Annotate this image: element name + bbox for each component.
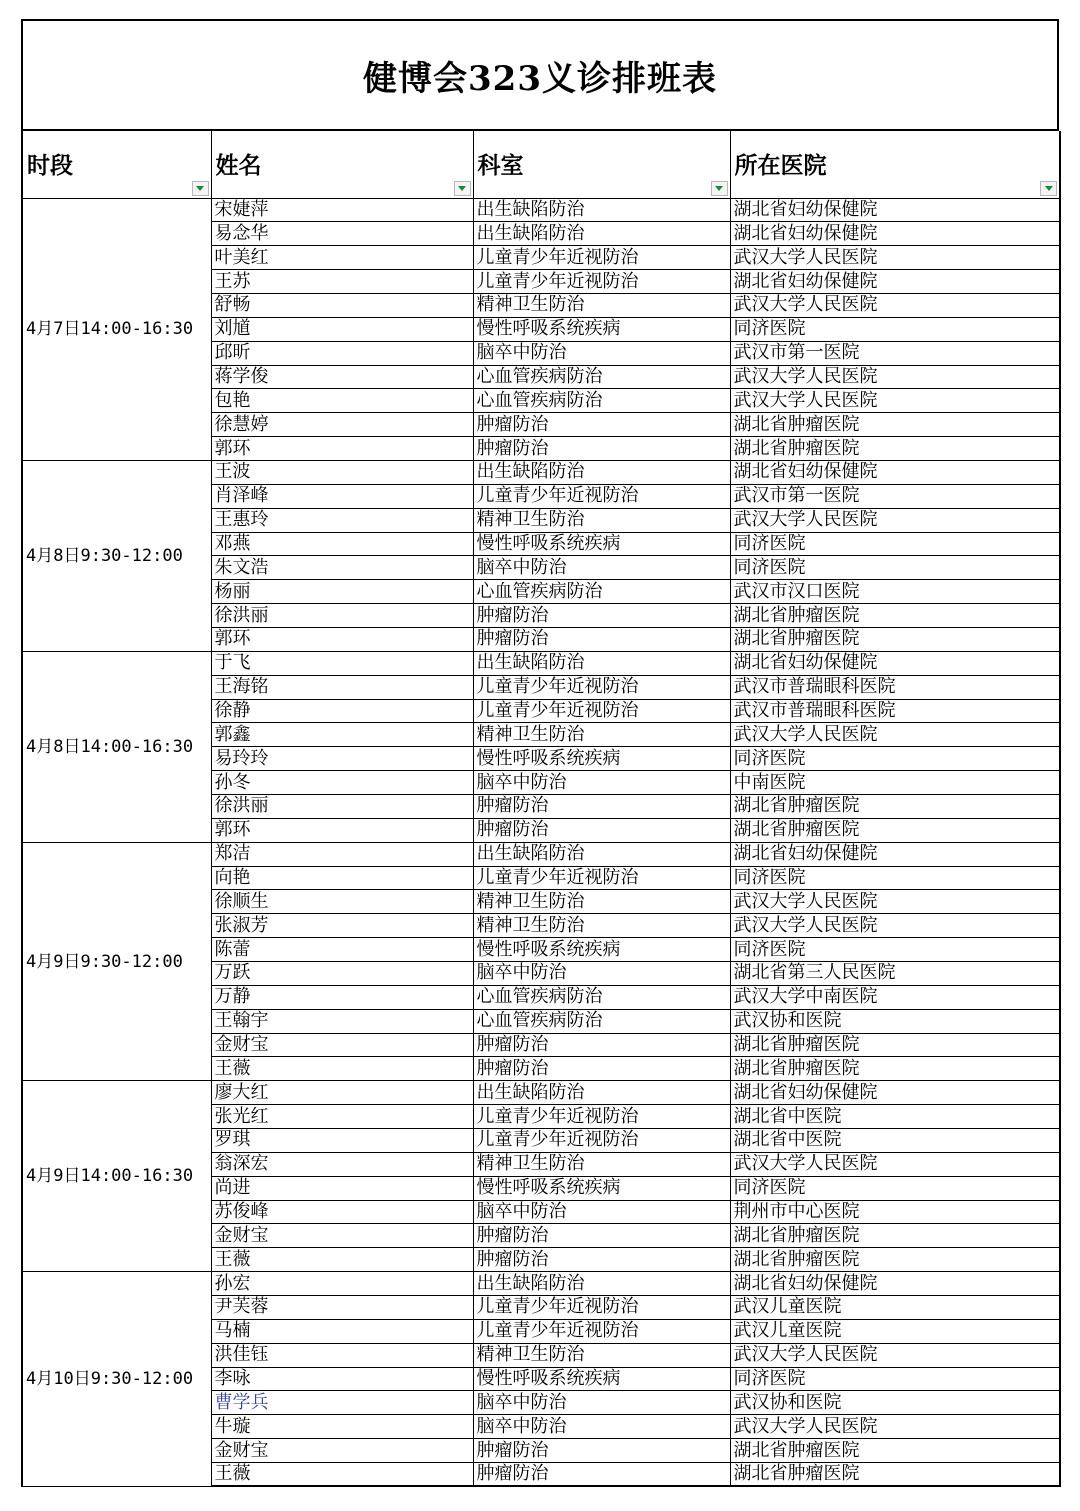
table-row [22,460,1060,484]
doctor-name-cell[interactable]: 万静 [211,985,473,1009]
doctor-name-cell[interactable]: 王薇 [211,1057,473,1081]
hospital-cell[interactable]: 武汉市普瑞眼科医院 [730,675,1060,699]
hospital-cell[interactable]: 武汉大学人民医院 [730,1152,1060,1176]
schedule-sheet [21,19,1059,1487]
doctor-name-cell[interactable]: 易念华 [211,222,473,246]
doctor-name-cell[interactable]: 王薇 [211,1248,473,1272]
hospital-cell[interactable]: 湖北省妇幼保健院 [730,270,1060,294]
department-cell[interactable]: 精神卫生防治 [473,1152,730,1176]
hospital-cell[interactable]: 武汉市普瑞眼科医院 [730,699,1060,723]
department-cell[interactable]: 脑卒中防治 [473,341,730,365]
department-cell[interactable]: 出生缺陷防治 [473,1081,730,1105]
doctor-name-cell[interactable]: 杨丽 [211,580,473,604]
hospital-cell[interactable]: 湖北省妇幼保健院 [730,1272,1060,1296]
department-cell[interactable]: 出生缺陷防治 [473,198,730,222]
department-cell[interactable]: 慢性呼吸系统疾病 [473,1176,730,1200]
department-cell[interactable]: 脑卒中防治 [473,771,730,795]
department-cell[interactable]: 精神卫生防治 [473,508,730,532]
doctor-name-cell[interactable]: 蒋学俊 [211,365,473,389]
department-cell[interactable]: 肿瘤防治 [473,794,730,818]
doctor-name-cell[interactable]: 郭环 [211,627,473,651]
doctor-name-cell[interactable]: 王翰宇 [211,1009,473,1033]
doctor-name-cell[interactable]: 孙宏 [211,1272,473,1296]
doctor-name-cell[interactable]: 宋婕萍 [211,198,473,222]
title-cell [21,19,1059,131]
filter-dropdown-icon[interactable] [192,181,209,196]
department-cell[interactable]: 精神卫生防治 [473,293,730,317]
doctor-name-cell[interactable]: 叶美红 [211,246,473,270]
doctor-name-cell[interactable]: 徐洪丽 [211,794,473,818]
department-cell[interactable]: 儿童青少年近视防治 [473,246,730,270]
department-cell[interactable]: 心血管疾病防治 [473,985,730,1009]
table-row [22,1272,1060,1296]
department-cell[interactable]: 脑卒中防治 [473,556,730,580]
time-slot-cell[interactable]: 4月9日9:30-12:00 [22,842,211,1081]
department-cell[interactable]: 心血管疾病防治 [473,365,730,389]
department-cell[interactable]: 儿童青少年近视防治 [473,1129,730,1153]
doctor-name-cell[interactable]: 牛璇 [211,1415,473,1439]
doctor-name-cell[interactable]: 曹学兵 [211,1391,473,1415]
department-cell[interactable]: 出生缺陷防治 [473,222,730,246]
hospital-cell[interactable]: 同济医院 [730,1367,1060,1391]
table-body [22,198,1060,1486]
hospital-cell[interactable]: 湖北省肿瘤医院 [730,413,1060,437]
hospital-cell[interactable]: 武汉大学人民医院 [730,914,1060,938]
hospital-cell[interactable]: 同济医院 [730,938,1060,962]
hospital-cell[interactable]: 武汉儿童医院 [730,1296,1060,1320]
doctor-name-cell[interactable]: 王苏 [211,270,473,294]
department-cell[interactable]: 慢性呼吸系统疾病 [473,317,730,341]
hospital-cell[interactable]: 武汉大学人民医院 [730,246,1060,270]
department-cell[interactable]: 肿瘤防治 [473,413,730,437]
header-department [473,131,730,198]
header-row [22,131,1060,198]
doctor-name-cell[interactable]: 马楠 [211,1319,473,1343]
doctor-name-cell[interactable]: 尚进 [211,1176,473,1200]
department-cell[interactable]: 儿童青少年近视防治 [473,1296,730,1320]
doctor-name-cell[interactable]: 郭环 [211,437,473,461]
table-row [22,842,1060,866]
hospital-cell[interactable]: 武汉儿童医院 [730,1319,1060,1343]
doctor-name-cell[interactable]: 郭环 [211,818,473,842]
doctor-name-cell[interactable]: 王海铭 [211,675,473,699]
department-cell[interactable]: 肿瘤防治 [473,1439,730,1463]
department-cell[interactable]: 肿瘤防治 [473,1463,730,1487]
hospital-cell[interactable]: 湖北省中医院 [730,1129,1060,1153]
department-cell[interactable]: 出生缺陷防治 [473,842,730,866]
department-cell[interactable]: 肿瘤防治 [473,1224,730,1248]
doctor-name-cell[interactable]: 金财宝 [211,1033,473,1057]
hospital-cell[interactable]: 湖北省妇幼保健院 [730,651,1060,675]
doctor-name-cell[interactable]: 易玲玲 [211,747,473,771]
doctor-name-cell[interactable]: 金财宝 [211,1439,473,1463]
department-cell[interactable]: 慢性呼吸系统疾病 [473,747,730,771]
department-cell[interactable]: 肿瘤防治 [473,604,730,628]
header-label: 科室 [477,152,524,179]
department-cell[interactable]: 脑卒中防治 [473,962,730,986]
time-slot-cell[interactable]: 4月8日9:30-12:00 [22,460,211,651]
department-cell[interactable]: 出生缺陷防治 [473,460,730,484]
hospital-cell[interactable]: 武汉市第一医院 [730,341,1060,365]
department-cell[interactable]: 出生缺陷防治 [473,651,730,675]
doctor-name-cell[interactable]: 王惠玲 [211,508,473,532]
doctor-name-cell[interactable]: 金财宝 [211,1224,473,1248]
doctor-name-cell[interactable]: 罗琪 [211,1129,473,1153]
doctor-name-cell[interactable]: 徐洪丽 [211,604,473,628]
department-cell[interactable]: 脑卒中防治 [473,1391,730,1415]
hospital-cell[interactable]: 同济医院 [730,1176,1060,1200]
header-label: 姓名 [215,152,262,179]
doctor-name-cell[interactable]: 向艳 [211,866,473,890]
hospital-cell[interactable]: 武汉大学人民医院 [730,890,1060,914]
hospital-cell[interactable]: 武汉大学人民医院 [730,723,1060,747]
hospital-cell[interactable]: 湖北省肿瘤医院 [730,1033,1060,1057]
doctor-name-cell[interactable]: 徐静 [211,699,473,723]
doctor-name-cell[interactable]: 王薇 [211,1463,473,1487]
department-cell[interactable]: 儿童青少年近视防治 [473,675,730,699]
department-cell[interactable]: 脑卒中防治 [473,1200,730,1224]
hospital-cell[interactable]: 湖北省肿瘤医院 [730,1463,1060,1487]
hospital-cell[interactable]: 湖北省中医院 [730,1105,1060,1129]
header-label: 所在医院 [734,152,827,179]
doctor-name-cell[interactable]: 郭鑫 [211,723,473,747]
hospital-cell[interactable]: 荆州市中心医院 [730,1200,1060,1224]
department-cell[interactable]: 肿瘤防治 [473,437,730,461]
doctor-name-cell[interactable]: 包艳 [211,389,473,413]
time-slot-cell[interactable]: 4月7日14:00-16:30 [22,198,211,460]
filter-dropdown-icon[interactable] [454,181,471,196]
hospital-cell[interactable]: 湖北省肿瘤医院 [730,818,1060,842]
department-cell[interactable]: 心血管疾病防治 [473,580,730,604]
time-slot-cell[interactable]: 4月10日9:30-12:00 [22,1272,211,1487]
filter-dropdown-icon[interactable] [711,181,728,196]
department-cell[interactable]: 出生缺陷防治 [473,1272,730,1296]
department-cell[interactable]: 肿瘤防治 [473,1033,730,1057]
doctor-name-cell[interactable]: 洪佳钰 [211,1343,473,1367]
doctor-name-cell[interactable]: 于飞 [211,651,473,675]
department-cell[interactable]: 儿童青少年近视防治 [473,866,730,890]
table-row [22,1081,1060,1105]
hospital-cell[interactable]: 武汉大学中南医院 [730,985,1060,1009]
doctor-name-cell[interactable]: 翁深宏 [211,1152,473,1176]
doctor-name-cell[interactable]: 肖泽峰 [211,484,473,508]
hospital-cell[interactable]: 武汉大学人民医院 [730,389,1060,413]
department-cell[interactable]: 儿童青少年近视防治 [473,270,730,294]
hospital-cell[interactable]: 武汉大学人民医院 [730,508,1060,532]
doctor-name-cell[interactable]: 刘馗 [211,317,473,341]
header-hospital [730,131,1060,198]
hospital-cell[interactable]: 武汉协和医院 [730,1009,1060,1033]
hospital-cell[interactable]: 湖北省肿瘤医院 [730,1057,1060,1081]
department-cell[interactable]: 精神卫生防治 [473,1343,730,1367]
department-cell[interactable]: 精神卫生防治 [473,723,730,747]
hospital-cell[interactable]: 湖北省妇幼保健院 [730,460,1060,484]
doctor-name-cell[interactable]: 邓燕 [211,532,473,556]
table-row [22,198,1060,222]
hospital-cell[interactable]: 同济医院 [730,747,1060,771]
doctor-name-cell[interactable]: 张淑芳 [211,914,473,938]
table-row [22,651,1060,675]
hospital-cell[interactable]: 同济医院 [730,317,1060,341]
hospital-cell[interactable]: 湖北省肿瘤医院 [730,794,1060,818]
filter-dropdown-icon[interactable] [1040,181,1057,196]
doctor-name-cell[interactable]: 万跃 [211,962,473,986]
department-cell[interactable]: 儿童青少年近视防治 [473,1319,730,1343]
department-cell[interactable]: 精神卫生防治 [473,914,730,938]
hospital-cell[interactable]: 湖北省肿瘤医院 [730,1248,1060,1272]
department-cell[interactable]: 心血管疾病防治 [473,389,730,413]
doctor-name-cell[interactable]: 李咏 [211,1367,473,1391]
doctor-name-cell[interactable]: 尹芙蓉 [211,1296,473,1320]
department-cell[interactable]: 儿童青少年近视防治 [473,1105,730,1129]
hospital-cell[interactable]: 武汉大学人民医院 [730,365,1060,389]
header-label: 时段 [27,152,73,179]
department-cell[interactable]: 慢性呼吸系统疾病 [473,1367,730,1391]
hospital-cell[interactable]: 湖北省妇幼保健院 [730,1081,1060,1105]
department-cell[interactable]: 儿童青少年近视防治 [473,484,730,508]
doctor-name-cell[interactable]: 孙冬 [211,771,473,795]
department-cell[interactable]: 心血管疾病防治 [473,1009,730,1033]
hospital-cell[interactable]: 湖北省肿瘤医院 [730,1224,1060,1248]
hospital-cell[interactable]: 武汉市汉口医院 [730,580,1060,604]
hospital-cell[interactable]: 湖北省妇幼保健院 [730,198,1060,222]
time-slot-cell[interactable]: 4月9日14:00-16:30 [22,1081,211,1272]
department-cell[interactable]: 慢性呼吸系统疾病 [473,532,730,556]
doctor-name-cell[interactable]: 舒畅 [211,293,473,317]
hospital-cell[interactable]: 同济医院 [730,556,1060,580]
hospital-cell[interactable]: 湖北省妇幼保健院 [730,222,1060,246]
doctor-name-cell[interactable]: 徐顺生 [211,890,473,914]
doctor-name-cell[interactable]: 郑洁 [211,842,473,866]
doctor-name-cell[interactable]: 苏俊峰 [211,1200,473,1224]
hospital-cell[interactable]: 武汉协和医院 [730,1391,1060,1415]
doctor-name-cell[interactable]: 邱昕 [211,341,473,365]
hospital-cell[interactable]: 同济医院 [730,532,1060,556]
doctor-name-cell[interactable]: 张光红 [211,1105,473,1129]
hospital-cell[interactable]: 湖北省肿瘤医院 [730,604,1060,628]
hospital-cell[interactable]: 湖北省妇幼保健院 [730,842,1060,866]
doctor-name-cell[interactable]: 朱文浩 [211,556,473,580]
department-cell[interactable]: 脑卒中防治 [473,1415,730,1439]
department-cell[interactable]: 精神卫生防治 [473,890,730,914]
hospital-cell[interactable]: 湖北省肿瘤医院 [730,627,1060,651]
doctor-name-cell[interactable]: 廖大红 [211,1081,473,1105]
hospital-cell[interactable]: 湖北省第三人民医院 [730,962,1060,986]
page-title: 健博会323义诊排班表 [363,58,717,99]
hospital-cell[interactable]: 武汉大学人民医院 [730,1415,1060,1439]
doctor-name-cell[interactable]: 陈蕾 [211,938,473,962]
doctor-name-cell[interactable]: 王波 [211,460,473,484]
schedule-table [21,131,1061,1487]
department-cell[interactable]: 肿瘤防治 [473,1248,730,1272]
department-cell[interactable]: 肿瘤防治 [473,627,730,651]
header-name [211,131,473,198]
hospital-cell[interactable]: 武汉大学人民医院 [730,1343,1060,1367]
time-slot-cell[interactable]: 4月8日14:00-16:30 [22,651,211,842]
department-cell[interactable]: 儿童青少年近视防治 [473,699,730,723]
hospital-cell[interactable]: 湖北省肿瘤医院 [730,437,1060,461]
header-time-slot [22,131,211,198]
department-cell[interactable]: 肿瘤防治 [473,818,730,842]
department-cell[interactable]: 慢性呼吸系统疾病 [473,938,730,962]
doctor-name-cell[interactable]: 徐慧婷 [211,413,473,437]
hospital-cell[interactable]: 湖北省肿瘤医院 [730,1439,1060,1463]
hospital-cell[interactable]: 武汉市第一医院 [730,484,1060,508]
department-cell[interactable]: 肿瘤防治 [473,1057,730,1081]
hospital-cell[interactable]: 中南医院 [730,771,1060,795]
hospital-cell[interactable]: 同济医院 [730,866,1060,890]
hospital-cell[interactable]: 武汉大学人民医院 [730,293,1060,317]
